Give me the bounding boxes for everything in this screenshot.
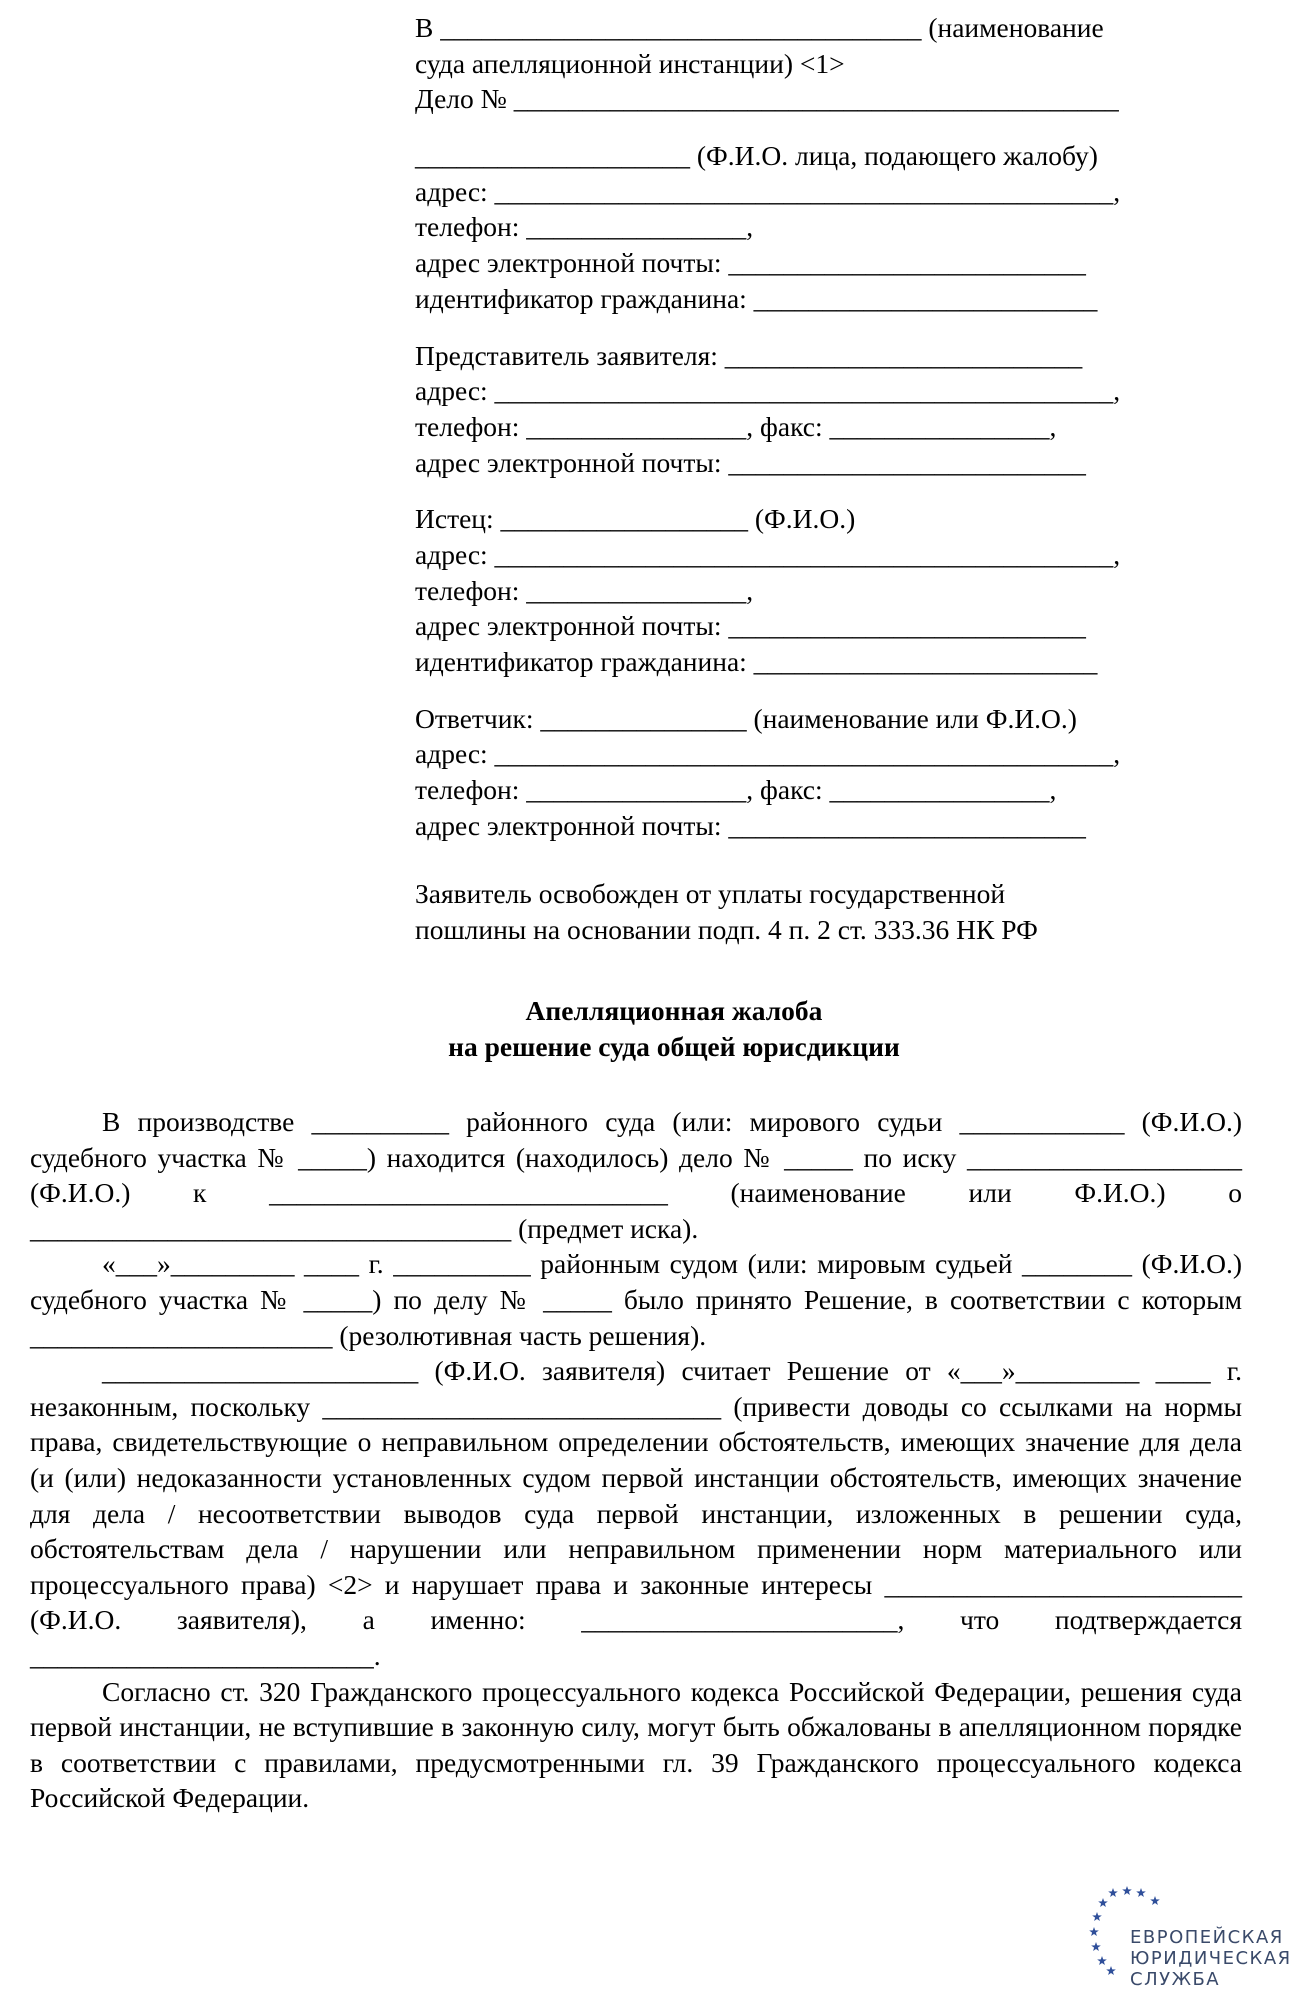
paragraph-grounds: _______________________ (Ф.И.О. заявителя) считает Решение от «___»_________ ____ г. незаконным, поскольку _____________________________ (привести доводы со ссылками на нормы права, свидетельствующие о неправильном определении обстоятельств, имеющих значение для дела (и (или) недоказанности установленных судом первой инстанции обстоятельств, имеющих значение для дела / несоответствии выводов суда первой инстанции, изложенных в решении суда, обстоятельствам дела / нарушении или неправильном применении норм материального или процессуального права) <2> и нарушает права и законные интересы __________________________ (Ф.И.О. заявителя), а именно: _______________________, что подтверждается _________________________.	[30, 1355, 1242, 1671]
appellant-address-line: адрес: _____________________________________________,	[415, 175, 1121, 207]
paragraph-decision: «___»_________ ____ г. __________ районным судом (или: мировым судьей ________ (Ф.И.О.) судебного участка № _____) по делу № _____ было принято Решение, в соответствии с которым ______________________ (резолютивная часть решения).	[30, 1248, 1242, 1351]
defendant-line: Ответчик: _______________ (наименование или Ф.И.О.)	[415, 702, 1077, 734]
appellant-id-line: идентификатор гражданина: _________________________	[415, 282, 1098, 314]
paragraph-proceedings: В производстве __________ районного суда (или: мирового судьи ____________ (Ф.И.О.) судебного участка № _____) находится (находилось) дело № _____ по иску ____________________ (Ф.И.О.) к _____________________________ (наименование или Ф.И.О.) о ___________________________________ (предмет иска).	[30, 1106, 1242, 1244]
plaintiff-address-line: адрес: _____________________________________________,	[415, 538, 1121, 570]
company-logo	[1088, 1885, 1316, 1990]
case-number-line: Дело № ____________________________________________	[415, 83, 1119, 115]
appellant-name-line: ____________________ (Ф.И.О. лица, подающего жалобу)	[415, 140, 1098, 172]
paragraph-legal-basis: Согласно ст. 320 Гражданского процессуального кодекса Российской Федерации, решения суда первой инстанции, не вступившие в законную силу, могут быть обжалованы в апелляционном порядке в соответствии с правилами, предусмотренными гл. 39 Гражданского процессуального кодекса Российской Федерации.	[30, 1675, 1242, 1814]
logo-line-1: ЕВРОПЕЙСКАЯ	[1130, 1927, 1284, 1948]
defendant-email-line: адрес электронной почты: __________________________	[415, 809, 1086, 841]
title-line-2: на решение суда общей юрисдикции	[448, 1031, 900, 1062]
logo-text	[1130, 1927, 1292, 1990]
court-line-cont: суда апелляционной инстанции) <1>	[415, 47, 845, 79]
appellant-email-line: адрес электронной почты: __________________________	[415, 247, 1086, 279]
representative-email-line: адрес электронной почты: __________________________	[415, 446, 1086, 478]
plaintiff-id-line: идентификатор гражданина: _________________________	[415, 646, 1098, 677]
document-header	[415, 10, 1235, 948]
logo-line-2: ЮРИДИЧЕСКАЯ	[1130, 1948, 1292, 1969]
representative-phone-line: телефон: ________________, факс: ________________,	[415, 410, 1057, 442]
logo-line-3: СЛУЖБА	[1130, 1969, 1221, 1990]
plaintiff-line: Истец: __________________ (Ф.И.О.)	[415, 503, 856, 535]
defendant-phone-line: телефон: ________________, факс: ________________,	[415, 774, 1057, 806]
plaintiff-email-line: адрес электронной почты: __________________________	[415, 610, 1086, 642]
representative-address-line: адрес: _____________________________________________,	[415, 375, 1121, 407]
appellant-phone-line: телефон: ________________,	[415, 211, 754, 243]
fee-exemption-line: Заявитель освобожден от уплаты государственной	[415, 878, 1006, 910]
document-body	[30, 1104, 1242, 1816]
fee-exemption-line-cont: пошлины на основании подп. 4 п. 2 ст. 333.36 НК РФ	[415, 914, 1038, 946]
court-line: В ___________________________________ (наименование	[415, 12, 1104, 43]
representative-line: Представитель заявителя: __________________________	[415, 339, 1083, 371]
plaintiff-phone-line: телефон: ________________,	[415, 574, 754, 606]
title-line-1: Апелляционная жалоба	[525, 995, 823, 1026]
document-title	[0, 993, 1316, 1065]
defendant-address-line: адрес: _____________________________________________,	[415, 738, 1121, 770]
